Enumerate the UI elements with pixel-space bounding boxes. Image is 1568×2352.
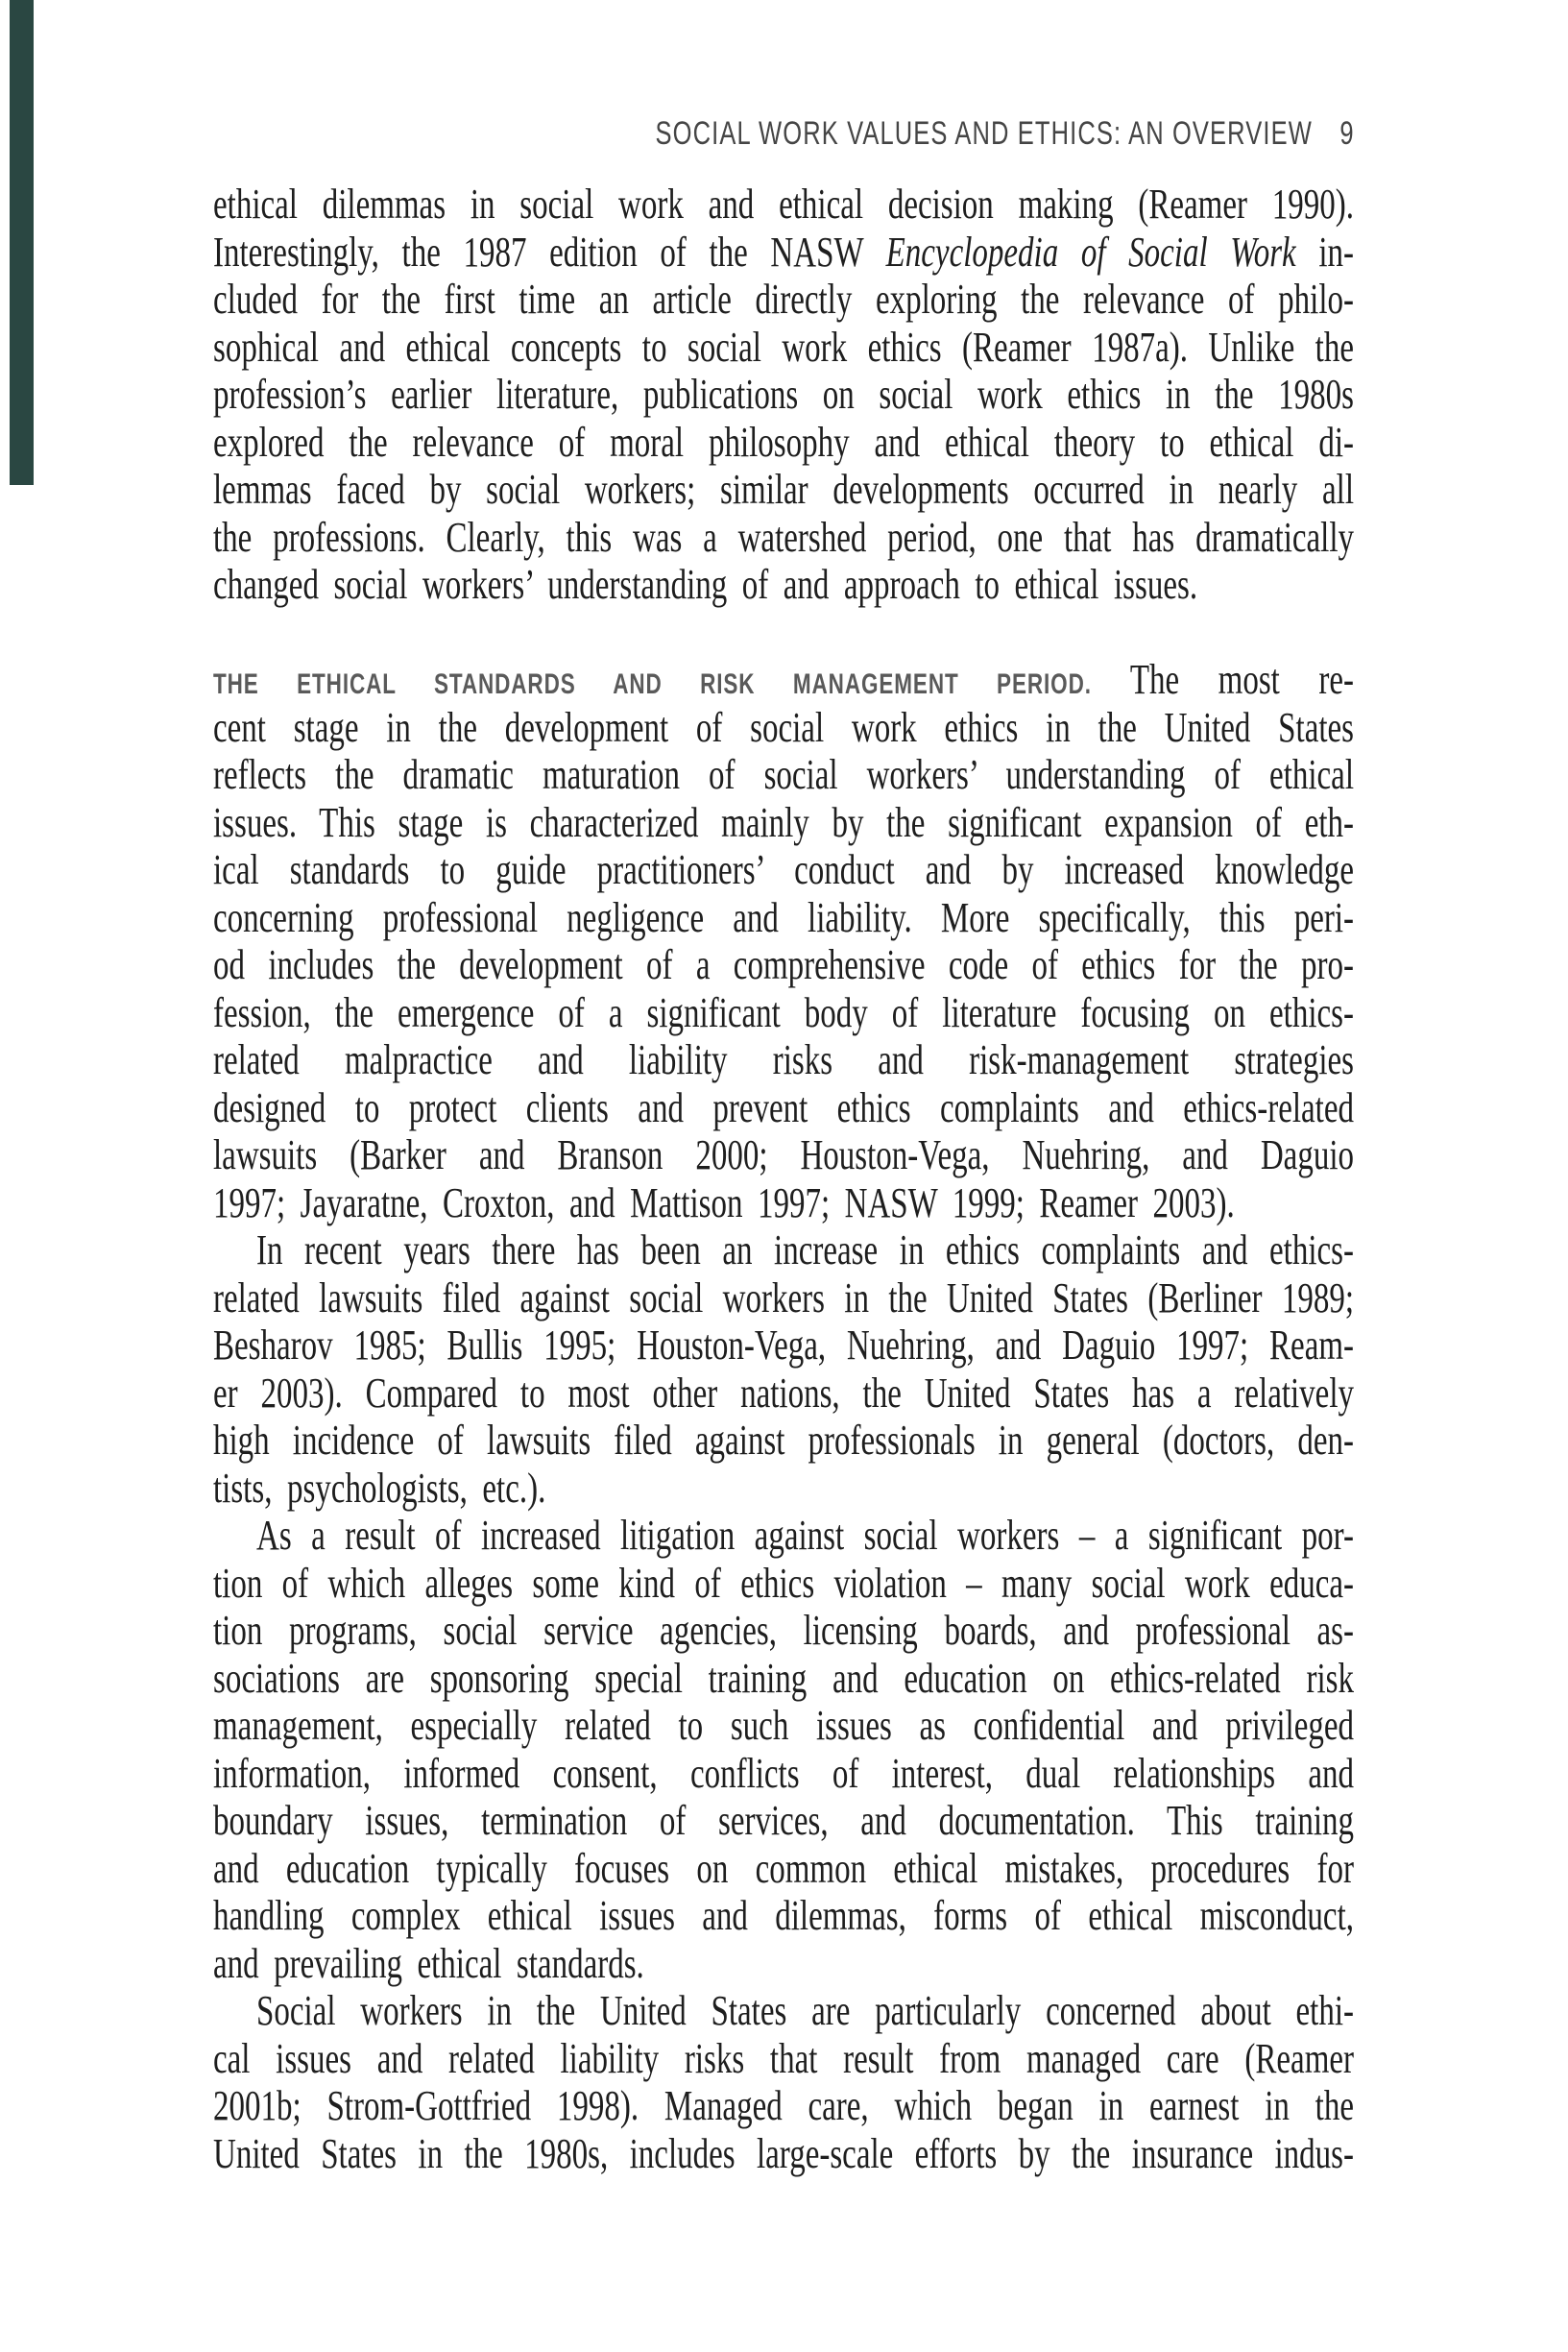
text-segment: sophical and ethical concepts to social work ethics (Reamer 1987a). Unlike the (213, 323, 1354, 371)
text-segment: lemmas faced by social workers; similar developments occurred in nearly all (213, 466, 1354, 513)
text-segment: and education typically focuses on common ethical mistakes, procedures for (213, 1844, 1354, 1892)
text-segment: As a result of increased litigation against social workers – a significant por- (256, 1512, 1354, 1559)
paragraph (213, 656, 1568, 1226)
body-text (213, 181, 1568, 2177)
text-segment: ethical dilemmas in social work and ethical decision making (Reamer 1990). (213, 181, 1354, 228)
text-line (213, 1607, 1354, 1655)
text-segment: 2001b; Strom-Gottfried 1998). Managed care, which began in earnest in the (213, 2082, 1354, 2129)
section-heading: THE ETHICAL STANDARDS AND RISK MANAGEMENT PERIOD. (213, 668, 1092, 700)
running-head (213, 117, 1354, 150)
paragraph (213, 1226, 1568, 1512)
text-line (213, 799, 1354, 847)
text-segment: In recent years there has been an increase in ethics complaints and ethics- (256, 1226, 1354, 1273)
text-segment: related malpractice and liability risks and risk-management strategies (213, 1036, 1354, 1083)
text-segment: the professions. Clearly, this was a watershed period, one that has dramatically (213, 513, 1354, 561)
text-segment: The most re- (1091, 656, 1354, 703)
running-head-title: SOCIAL WORK VALUES AND ETHICS: AN OVERVIEW (655, 115, 1313, 152)
text-segment: high incidence of lawsuits filed against professionals in general (doctors, den- (213, 1417, 1354, 1464)
text-line (213, 1845, 1354, 1893)
text-segment: tion programs, social service agencies, licensing boards, and professional as- (213, 1607, 1354, 1654)
book-title-italic: Encyclopedia of Social Work (885, 228, 1296, 276)
text-segment: Social workers in the United States are particularly concerned about ethi- (256, 1987, 1354, 2034)
text-segment: cent stage in the development of social work ethics in the United States (213, 703, 1354, 751)
book-cover-edge-mark (10, 0, 34, 485)
text-segment: related lawsuits filed against social workers in the United States (Berliner 1989; (213, 1273, 1354, 1321)
text-segment: explored the relevance of moral philosophy and ethical theory to ethical di- (213, 418, 1354, 466)
text-line (213, 1465, 1354, 1513)
text-line (213, 2082, 1354, 2130)
text-segment: cluded for the first time an article directly exploring the relevance of philo- (213, 276, 1354, 323)
text-line (213, 1940, 1354, 1988)
text-segment: handling complex ethical issues and dilemmas, forms of ethical misconduct, (213, 1892, 1354, 1939)
text-line (213, 1987, 1354, 2035)
text-segment: tion of which alleges some kind of ethics violation – many social work educa- (213, 1559, 1354, 1607)
text-segment: concerning professional negligence and liability. More specifically, this peri- (213, 893, 1354, 941)
text-segment: sociations are sponsoring special training and education on ethics-related risk (213, 1654, 1354, 1702)
text-line (213, 941, 1354, 989)
text-segment: ical standards to guide practitioners’ conduct and by increased knowledge (213, 846, 1354, 893)
text-segment: er 2003). Compared to most other nations, the United States has a relatively (213, 1369, 1354, 1417)
text-line (213, 704, 1354, 752)
text-line (213, 1417, 1354, 1465)
text-line (213, 1036, 1354, 1084)
text-line (213, 1892, 1354, 1940)
text-line (213, 1797, 1354, 1845)
text-segment: issues. This stage is characterized mainly by the significant expansion of eth- (213, 798, 1354, 846)
text-segment: changed social workers’ understanding of and approach to ethical issues. (213, 561, 1198, 608)
text-line (213, 1512, 1354, 1560)
text-segment: United States in the 1980s, includes large-scale efforts by the insurance indus- (213, 2129, 1354, 2177)
text-line (213, 276, 1354, 324)
text-line (213, 2035, 1354, 2083)
text-segment: in- (1295, 228, 1354, 276)
text-line (213, 1560, 1354, 1608)
text-segment: Interestingly, the 1987 edition of the NASW (213, 228, 886, 276)
paragraph (213, 1987, 1568, 2177)
text-segment: management, especially related to such issues as confidential and privileged (213, 1702, 1354, 1749)
text-segment: cal issues and related liability risks that result from managed care (Reamer (213, 2034, 1354, 2082)
text-segment: 1997; Jayaratne, Croxton, and Mattison 1997; NASW 1999; Reamer 2003). (213, 1178, 1235, 1226)
text-line (213, 1131, 1354, 1179)
text-line (213, 1226, 1354, 1274)
text-segment: reflects the dramatic maturation of social workers’ understanding of ethical (213, 751, 1354, 798)
text-line (213, 1084, 1354, 1132)
text-segment: designed to protect clients and prevent ethics complaints and ethics-related (213, 1083, 1354, 1131)
text-line (213, 324, 1354, 372)
text-line (213, 894, 1354, 942)
paragraph (213, 1512, 1568, 1987)
text-line (213, 466, 1354, 514)
text-line (213, 989, 1354, 1037)
text-segment: profession’s earlier literature, publications on social work ethics in the 1980s (213, 371, 1354, 418)
text-line (213, 1179, 1354, 1227)
text-line (213, 2130, 1354, 2178)
text-line (213, 419, 1354, 467)
text-line (213, 514, 1354, 562)
text-line (213, 846, 1354, 894)
text-line (213, 1655, 1354, 1703)
text-line (213, 1750, 1354, 1798)
text-line (213, 181, 1354, 229)
text-segment: information, informed consent, conflicts of interest, dual relationships and (213, 1749, 1354, 1797)
text-line (213, 371, 1354, 419)
text-line (213, 561, 1354, 609)
text-segment: lawsuits (Barker and Branson 2000; Houston-Vega, Nuehring, and Daguio (213, 1131, 1354, 1178)
paragraph (213, 181, 1568, 609)
text-line (213, 751, 1354, 799)
text-line (213, 656, 1354, 704)
text-segment: Besharov 1985; Bullis 1995; Houston-Vega, Nuehring, and Daguio 1997; Ream- (213, 1321, 1354, 1369)
text-line (213, 1321, 1354, 1370)
text-line (213, 1702, 1354, 1750)
page-number: 9 (1339, 115, 1354, 152)
text-segment: fession, the emergence of a significant body of literature focusing on ethics- (213, 988, 1354, 1036)
text-line (213, 229, 1354, 277)
text-segment: and prevailing ethical standards. (213, 1939, 644, 1987)
text-segment: tists, psychologists, etc.). (213, 1464, 546, 1512)
text-line (213, 1274, 1354, 1322)
text-segment: od includes the development of a comprehensive code of ethics for the pro- (213, 941, 1354, 988)
text-segment: boundary issues, termination of services, and documentation. This training (213, 1797, 1354, 1844)
text-line (213, 1370, 1354, 1418)
